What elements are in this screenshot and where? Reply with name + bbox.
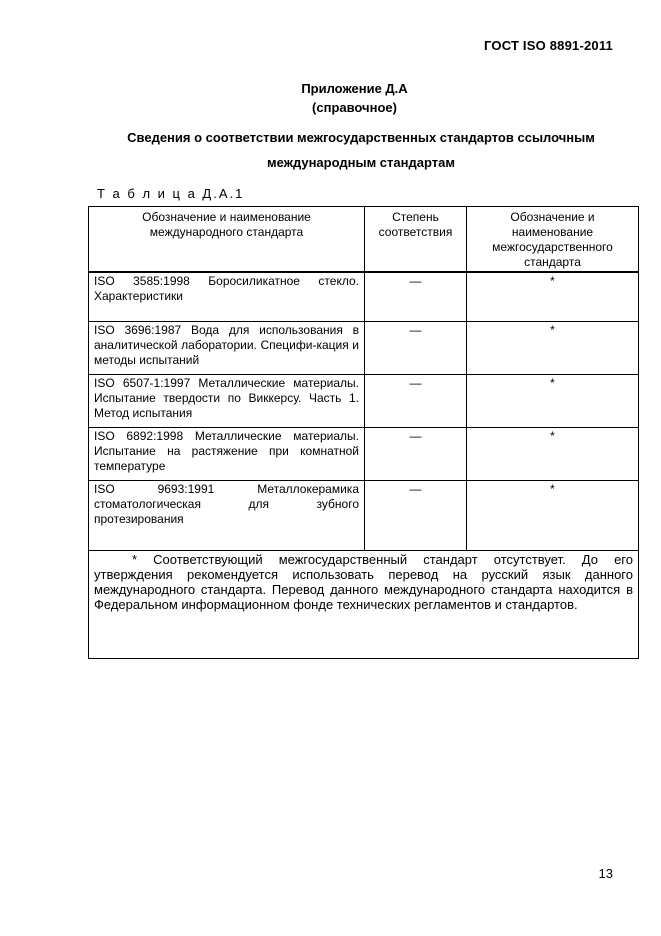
table-footnote-row: [89, 550, 639, 658]
table-row: [89, 272, 639, 321]
column-header-international: Обозначение и наименование международного стандарта: [89, 207, 365, 273]
degree-cell: —: [365, 480, 467, 550]
international-standard-cell: ISO 6892:1998 Металлические материалы. Испытание на растяжение при комнатной температуре: [89, 427, 365, 480]
standards-table: [88, 206, 639, 659]
table-label: Т а б л и ц а Д.А.1: [97, 186, 245, 201]
annex-subtitle: (справочное): [312, 100, 397, 115]
international-standard-cell: ISO 3696:1987 Вода для использования в аналитической лаборатории. Специфи-кация и методы испытаний: [89, 321, 365, 374]
degree-cell: —: [365, 321, 467, 374]
national-standard-cell: *: [467, 272, 639, 321]
table-header-row: [89, 207, 639, 273]
page-number: 13: [598, 866, 613, 881]
degree-cell: —: [365, 272, 467, 321]
table-row: [89, 427, 639, 480]
column-header-national: Обозначение и наименование межгосударственного стандарта: [467, 207, 639, 273]
degree-cell: —: [365, 374, 467, 427]
national-standard-cell: *: [467, 480, 639, 550]
national-standard-cell: *: [467, 374, 639, 427]
table-row: [89, 374, 639, 427]
table-row: [89, 480, 639, 550]
international-standard-cell: ISO 9693:1991 Металлокерамика стоматологическая для зубного протезирования: [89, 480, 365, 550]
table-row: [89, 321, 639, 374]
international-standard-cell: ISO 3585:1998 Боросиликатное стекло. Характеристики: [89, 272, 365, 321]
document-code: ГОСТ ISO 8891-2011: [484, 38, 613, 53]
national-standard-cell: *: [467, 321, 639, 374]
column-header-degree: Степень соответствия: [365, 207, 467, 273]
national-standard-cell: *: [467, 427, 639, 480]
degree-cell: —: [365, 427, 467, 480]
international-standard-cell: ISO 6507-1:1997 Металлические материалы. Испытание твердости по Виккерсу. Часть 1. Метод испытания: [89, 374, 365, 427]
table-footnote: * Соответствующий межгосударственный стандарт отсутствует. До его утверждения рекомендуется использовать перевод на русский язык данного международного стандарта. Перевод данного международного стандарта находится в Федеральном информационном фонде технических регламентов и стандартов.: [89, 550, 639, 658]
annex-heading: Сведения о соответствии межгосударственных стандартов ссылочным международным стандартам: [127, 130, 595, 170]
annex-title: Приложение Д.А: [301, 81, 408, 96]
